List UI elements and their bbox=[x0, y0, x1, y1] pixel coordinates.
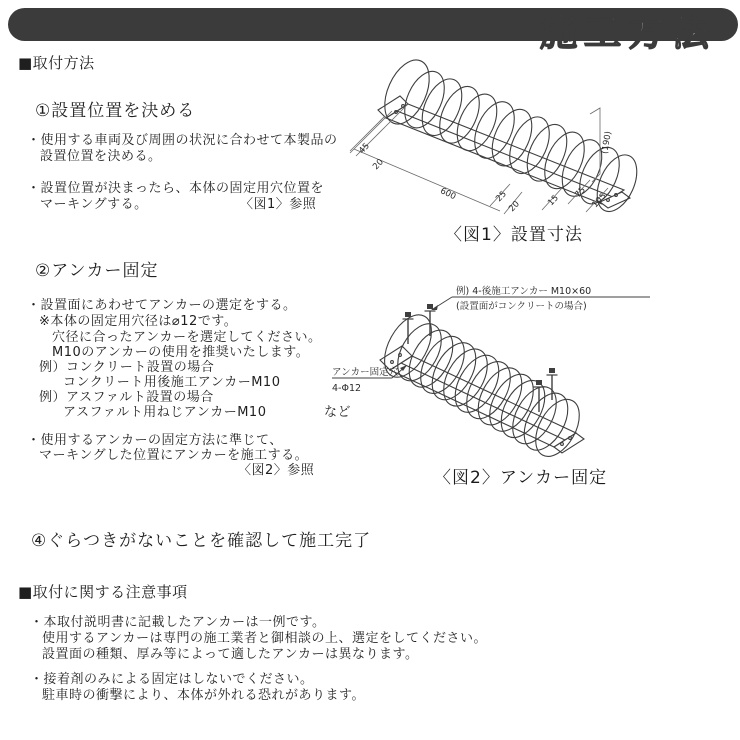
fig2-example-label: 例) 4-後施工アンカー M10×60 bbox=[456, 286, 592, 297]
step1-bullet2-line1: ・設置位置が決まったら、本体の固定用穴位置を bbox=[27, 181, 325, 196]
step2-figure-ref: 〈図2〉参照 bbox=[238, 463, 315, 478]
step2-line7: 例）アスファルト設置の場合 bbox=[39, 390, 214, 405]
step1-bullet1-line1: ・使用する車両及び周囲の状況に合わせて本製品の bbox=[27, 133, 338, 148]
dim-600: 600 bbox=[438, 186, 458, 203]
section-heading-mounting: ■取付方法 bbox=[18, 54, 95, 72]
dim-20b: 20 bbox=[507, 199, 522, 215]
step1-figure-ref: 〈図1〉参照 bbox=[240, 197, 317, 212]
step2-line8: アスファルト用ねじアンカーM10 bbox=[63, 405, 267, 420]
figure2-drawing bbox=[330, 276, 730, 462]
step2-line5: 例）コンクリート設置の場合 bbox=[39, 360, 215, 375]
step1-title: ①設置位置を決める bbox=[35, 101, 196, 121]
step2-line3: 穴径に合ったアンカーを選定してください。 bbox=[52, 330, 322, 345]
step2-title: ②アンカー固定 bbox=[35, 261, 159, 281]
page-title: 施工方法 bbox=[540, 11, 716, 54]
step4-title: ④ぐらつきがないことを確認して施工完了 bbox=[31, 531, 372, 551]
notes-bullet1-line2: 使用するアンカーは専門の施工業者と御相談の上、選定をしてください。 bbox=[42, 631, 487, 646]
notes-bullet1-line1: ・本取付説明書に記載したアンカーは一例です。 bbox=[30, 615, 326, 630]
figure1-caption: 〈図1〉設置寸法 bbox=[445, 225, 583, 245]
fig2-example-sub-label: (設置面がコンクリートの場合) bbox=[456, 301, 587, 312]
dim-20a: 20 bbox=[371, 157, 386, 173]
step2-line2: ※本体の固定用穴径は⌀12です。 bbox=[39, 314, 238, 329]
dim-15: 15 bbox=[546, 193, 561, 209]
dimension-lines bbox=[350, 104, 608, 214]
section-heading-notes: ■取付に関する注意事項 bbox=[18, 583, 188, 601]
step2-line1: ・設置面にあわせてアンカーの選定をする。 bbox=[27, 298, 297, 313]
figure2-caption: 〈図2〉アンカー固定 bbox=[434, 468, 608, 488]
notes-bullet2-line2: 駐車時の衝撃により、本体が外れる恐れがあります。 bbox=[42, 688, 365, 703]
notes-bullet1-line3: 設置面の種類、厚み等によって適したアンカーは異なります。 bbox=[42, 647, 419, 662]
step2-bullet2-line1: ・使用するアンカーの固定方法に準じて、 bbox=[27, 433, 283, 448]
notes-bullet2-line1: ・接着剤のみによる固定はしないでください。 bbox=[30, 672, 314, 687]
dim-45: 45 bbox=[357, 141, 372, 157]
step2-etc: など bbox=[324, 405, 352, 420]
dim-25: 25 bbox=[494, 189, 509, 205]
dim-190: (190) bbox=[600, 130, 614, 155]
header-banner bbox=[8, 8, 738, 54]
step1-bullet1-line2: 設置位置を決める。 bbox=[40, 149, 162, 164]
dim-105: 105 bbox=[590, 191, 609, 210]
step2-line4: M10のアンカーの使用を推奨いたします。 bbox=[52, 345, 310, 360]
step1-bullet2-line2: マーキングする。 bbox=[40, 197, 148, 212]
fig2-hole-size-label: 4-Φ12 bbox=[332, 383, 362, 394]
callout-anchor-hole bbox=[332, 365, 407, 394]
dim-75: 75 bbox=[573, 185, 588, 201]
fig2-hole-label: アンカー固定穴 bbox=[332, 367, 399, 378]
step2-line6: コンクリート用後施工アンカーM10 bbox=[63, 375, 281, 390]
step2-bullet2-line2: マーキングした位置にアンカーを施工する。 bbox=[39, 448, 309, 463]
figure1-drawing bbox=[350, 56, 670, 228]
callout-example-anchor bbox=[431, 285, 650, 312]
